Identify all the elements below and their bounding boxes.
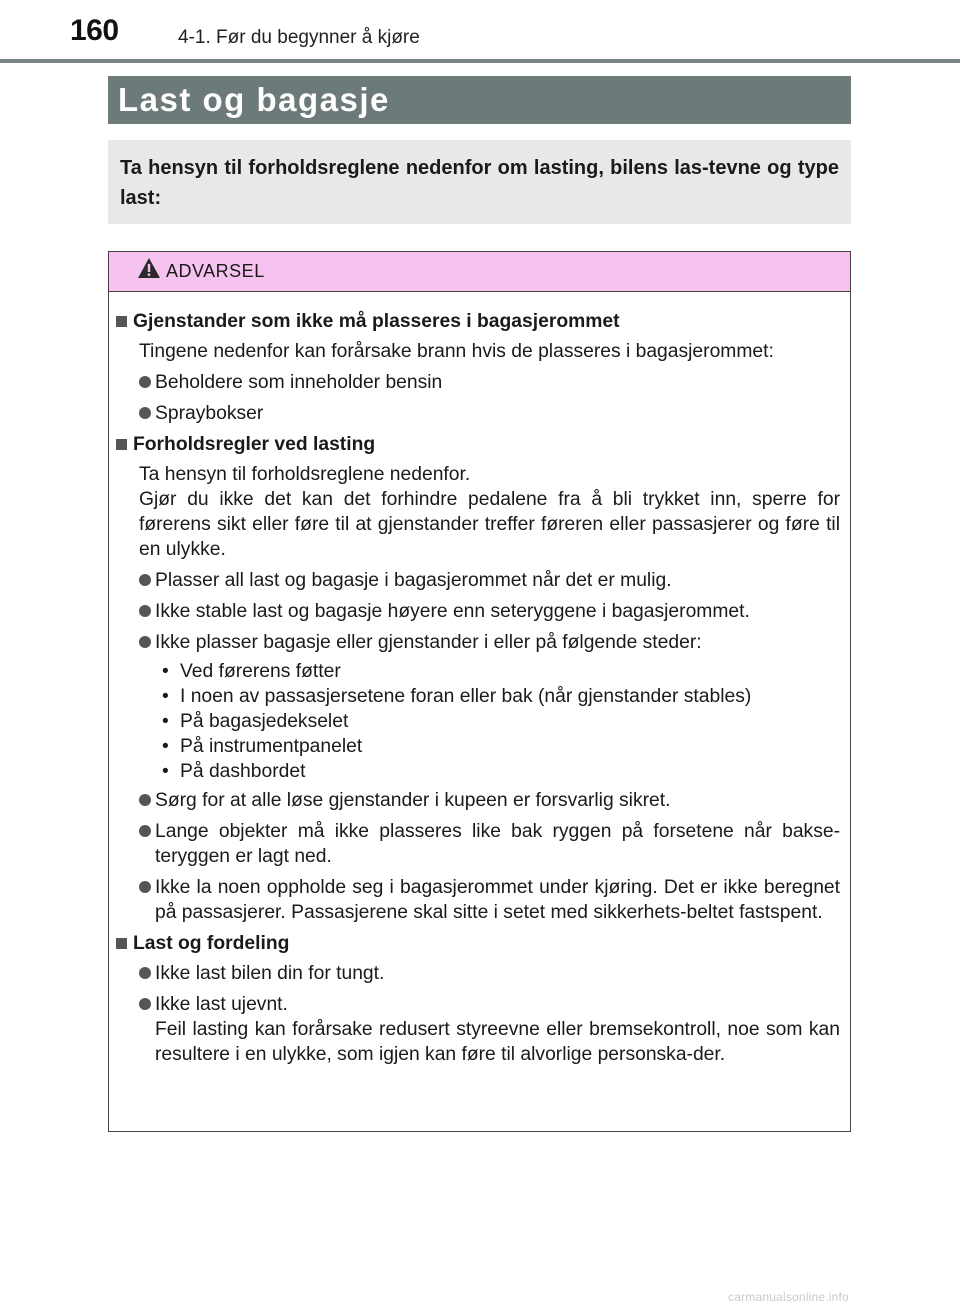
- sub-list-item: • I noen av passasjersetene foran eller bak (når gjenstander stables): [162, 686, 752, 707]
- list-item-text: Ikke la noen oppholde seg i bagasjerommet under kjøring. Det er ikke beregnet på passasjerer. Passasjerene skal sitte i setet med sikkerhets-beltet fastspent.: [155, 877, 840, 923]
- round-bullet-icon: [139, 825, 151, 837]
- round-bullet-icon: [139, 574, 151, 586]
- round-bullet-icon: [139, 376, 151, 388]
- list-item: [116, 992, 840, 1017]
- sub-list-item: • Ved førerens føtter: [162, 661, 341, 682]
- list-item: [116, 401, 840, 426]
- sub-list: [116, 659, 840, 784]
- warning-header: [109, 252, 850, 292]
- intro-text: Ta hensyn til forholdsreglene nedenfor om lasting, bilens las-tevne og type last:: [120, 157, 839, 209]
- header-rule: [0, 59, 960, 63]
- topic-heading: [116, 432, 840, 457]
- warning-body: [109, 292, 850, 1067]
- paragraph: Feil lasting kan forårsake redusert styreevne eller bremsekontroll, noe som kan resultere i en ulykke, som igjen kan føre til alvorlige personska-der.: [155, 1019, 840, 1065]
- round-bullet-icon: [139, 881, 151, 893]
- round-bullet-icon: [139, 998, 151, 1010]
- warning-box: [108, 251, 851, 1132]
- sub-list-item-text: I noen av passasjersetene foran eller bak (når gjenstander stables): [180, 686, 752, 707]
- list-item-text: Lange objekter må ikke plasseres like bak ryggen på forsetene når bakse-teryggen er lagt ned.: [155, 821, 840, 867]
- sub-list-item-text: Ved førerens føtter: [180, 661, 341, 682]
- topic-heading: [116, 931, 840, 956]
- square-bullet-icon: [116, 938, 127, 949]
- list-item-text: Plasser all last og bagasje i bagasjerommet når det er mulig.: [155, 570, 672, 591]
- sub-list-item: • På instrumentpanelet: [162, 736, 363, 757]
- list-item: [116, 630, 840, 655]
- paragraph: Gjør du ikke det kan det forhindre pedalene fra å bli trykket inn, sperre for førerens sikt eller føre til at gjenstander treffer føreren eller passasjerer og føre til en ulykke.: [139, 489, 840, 560]
- list-item: [116, 961, 840, 986]
- paragraph: Ta hensyn til forholdsreglene nedenfor.: [139, 464, 471, 485]
- list-item-text: Spraybokser: [155, 403, 264, 424]
- list-item-text: Sørg for at alle løse gjenstander i kupeen er forsvarlig sikret.: [155, 790, 671, 811]
- chapter-title: 4-1. Før du begynner å kjøre: [178, 27, 420, 48]
- sub-list-item: • På dashbordet: [162, 761, 306, 782]
- sub-list-item-text: På bagasjedekselet: [180, 711, 349, 732]
- watermark: carmanualsonline.info: [728, 1290, 849, 1304]
- section-banner: [108, 76, 851, 124]
- round-bullet-icon: [139, 967, 151, 979]
- list-item-text: Ikke last bilen din for tungt.: [155, 963, 385, 984]
- round-bullet-icon: [139, 407, 151, 419]
- paragraph: Tingene nedenfor kan forårsake brann hvis de plasseres i bagasjerommet:: [139, 341, 774, 362]
- square-bullet-icon: [116, 439, 127, 450]
- list-item: [116, 875, 840, 925]
- sub-list-item: • På bagasjedekselet: [162, 711, 349, 732]
- section-title: Last og bagasje: [118, 81, 390, 118]
- warning-label: ADVARSEL: [166, 261, 265, 281]
- list-item: [116, 568, 840, 593]
- warning-triangle-icon: [137, 257, 161, 284]
- topic-title: Last og fordeling: [133, 933, 290, 954]
- list-item: [116, 370, 840, 395]
- topic-title: Gjenstander som ikke må plasseres i bagasjerommet: [133, 311, 620, 332]
- list-item: [116, 599, 840, 624]
- round-bullet-icon: [139, 605, 151, 617]
- sub-list-item-text: På instrumentpanelet: [180, 736, 363, 757]
- list-item-text: Ikke last ujevnt.: [155, 994, 288, 1015]
- intro-box: [108, 140, 851, 224]
- list-item-text: Beholdere som inneholder bensin: [155, 372, 443, 393]
- square-bullet-icon: [116, 316, 127, 327]
- list-item: [116, 819, 840, 869]
- round-bullet-icon: [139, 794, 151, 806]
- topic-title: Forholdsregler ved lasting: [133, 434, 376, 455]
- page-number: 160: [70, 14, 119, 47]
- round-bullet-icon: [139, 636, 151, 648]
- list-item-text: Ikke plasser bagasje eller gjenstander i eller på følgende steder:: [155, 632, 702, 653]
- sub-list-item-text: På dashbordet: [180, 761, 306, 782]
- list-item-text: Ikke stable last og bagasje høyere enn seteryggene i bagasjerommet.: [155, 601, 750, 622]
- list-item: [116, 788, 840, 813]
- topic-heading: [116, 309, 840, 334]
